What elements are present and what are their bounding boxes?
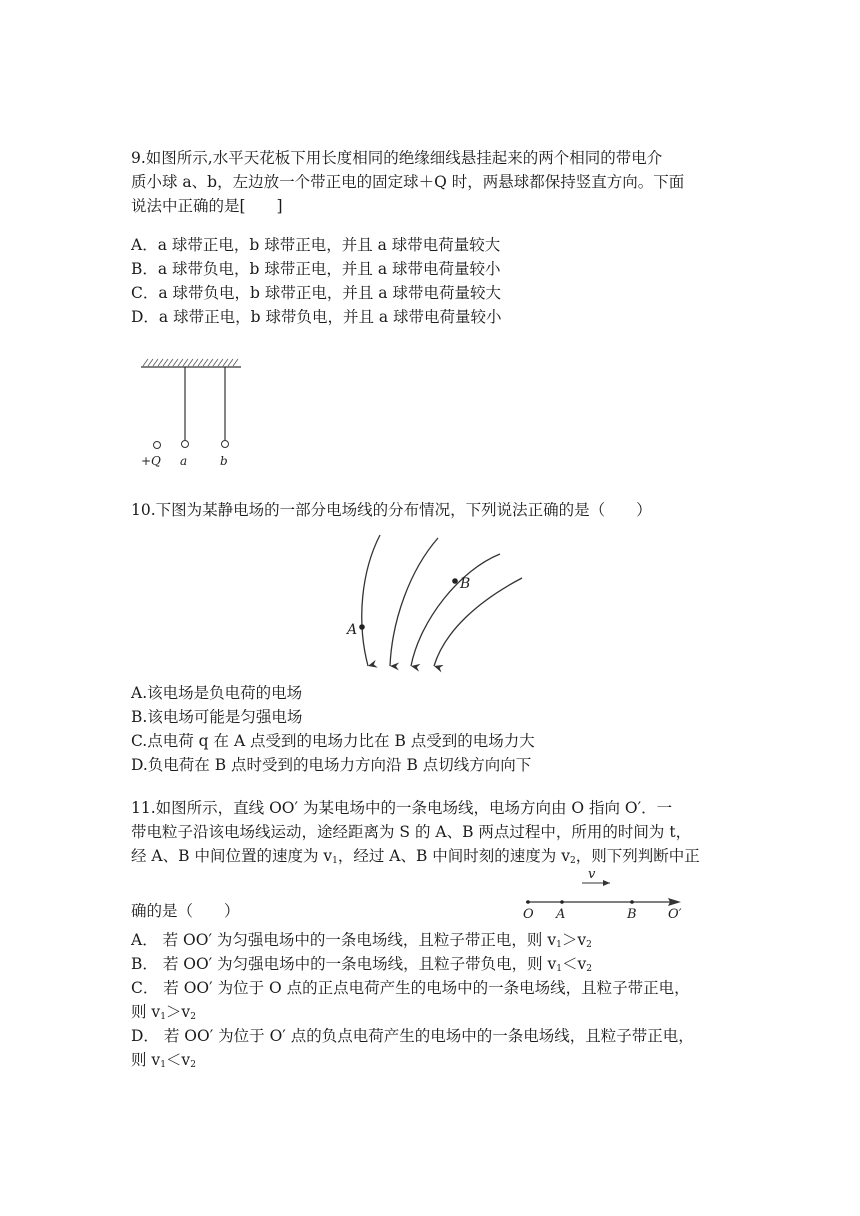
point-a	[359, 624, 365, 630]
label-q: +Q	[141, 454, 161, 468]
q10-option-c: C.点电荷 q 在 A 点受到的电场力比在 B 点受到的电场力大	[131, 732, 535, 750]
q9-stem-line1: 9.如图所示,水平天花板下用长度相同的绝缘细线悬挂起来的两个相同的带电介	[131, 149, 663, 167]
ball-q	[154, 442, 161, 449]
ball-a	[182, 441, 189, 448]
label-o: O	[523, 907, 534, 922]
point-b	[630, 900, 634, 904]
ball-b	[222, 441, 229, 448]
q11-option-d-line1: D． 若 OO′ 为位于 O′ 点的负点电荷产生的电场中的一条电场线，且粒子带正电，	[131, 1027, 694, 1045]
q11-option-b: B． 若 OO′ 为匀强电场中的一条电场线，且粒子带负电，则 $v_1<v_2$	[131, 955, 593, 974]
q9-option-b: B．a 球带负电，b 球带正电，并且 a 球带电荷量较小	[131, 260, 501, 278]
label-a: a	[180, 454, 188, 468]
field-line-3	[411, 554, 500, 666]
q9-option-a: A．a 球带正电，b 球带正电，并且 a 球带电荷量较大	[131, 236, 501, 254]
label-a: A	[347, 622, 358, 638]
point-a	[560, 900, 564, 904]
q11-stem-line3: 经 A、B 中间位置的速度为 $v_1$，经过 A、B 中间时刻的速度为 $v_2$，则下列判断中正	[131, 847, 700, 866]
q11-option-a: A． 若 OO′ 为匀强电场中的一条电场线，且粒子带正电，则 $v_1>v_2$	[131, 931, 592, 950]
q11-stem-line4: 确的是（ ）	[131, 902, 240, 920]
q9-option-c: C．a 球带负电，b 球带正电，并且 a 球带电荷量较大	[131, 284, 501, 302]
point-o	[526, 900, 530, 904]
q9-option-d: D．a 球带正电，b 球带负电，并且 a 球带电荷量较小	[131, 308, 502, 326]
q10-figure	[340, 530, 540, 675]
q11-stem-line1: 11.如图所示，直线 OO′ 为某电场中的一条电场线，电场方向由 O 指向 O′．一	[131, 799, 673, 817]
label-b: b	[220, 454, 228, 468]
label-a: A	[556, 907, 566, 922]
label-b: B	[460, 576, 471, 592]
ceiling	[141, 359, 241, 367]
q11-option-c-line1: C． 若 OO′ 为位于 O 点的正点电荷产生的电场中的一条电场线，且粒子带正电，	[131, 979, 690, 997]
label-b: B	[627, 907, 637, 922]
q11-figure	[518, 866, 688, 922]
label-v: v	[588, 867, 596, 882]
field-line-2	[390, 538, 438, 666]
field-line-1	[362, 535, 380, 666]
q11-stem-line2: 带电粒子沿该电场线运动，途经距离为 S 的 A、B 两点过程中，所用的时间为 t，	[131, 823, 692, 841]
q9-stem-line3: 说法中正确的是[ ]	[131, 197, 283, 215]
q9-stem-line2: 质小球 a、b，左边放一个带正电的固定球＋Q 时，两悬球都保持竖直方向。下面	[131, 173, 685, 191]
q9-figure	[135, 355, 265, 475]
q10-option-d: D.负电荷在 B 点时受到的电场力方向沿 B 点切线方向向下	[131, 756, 532, 774]
label-o-prime: O′	[668, 907, 682, 922]
point-b	[452, 578, 458, 584]
q11-option-c-line2: 则 $v_1>v_2$	[131, 1003, 196, 1022]
field-line-4	[434, 578, 522, 666]
q10-option-a: A.该电场是负电荷的电场	[131, 684, 303, 702]
q10-option-b: B.该电场可能是匀强电场	[131, 708, 303, 726]
q10-stem: 10.下图为某静电场的一部分电场线的分布情况，下列说法正确的是（ ）	[131, 501, 652, 519]
q11-option-d-line2: 则 $v_1<v_2$	[131, 1051, 196, 1070]
